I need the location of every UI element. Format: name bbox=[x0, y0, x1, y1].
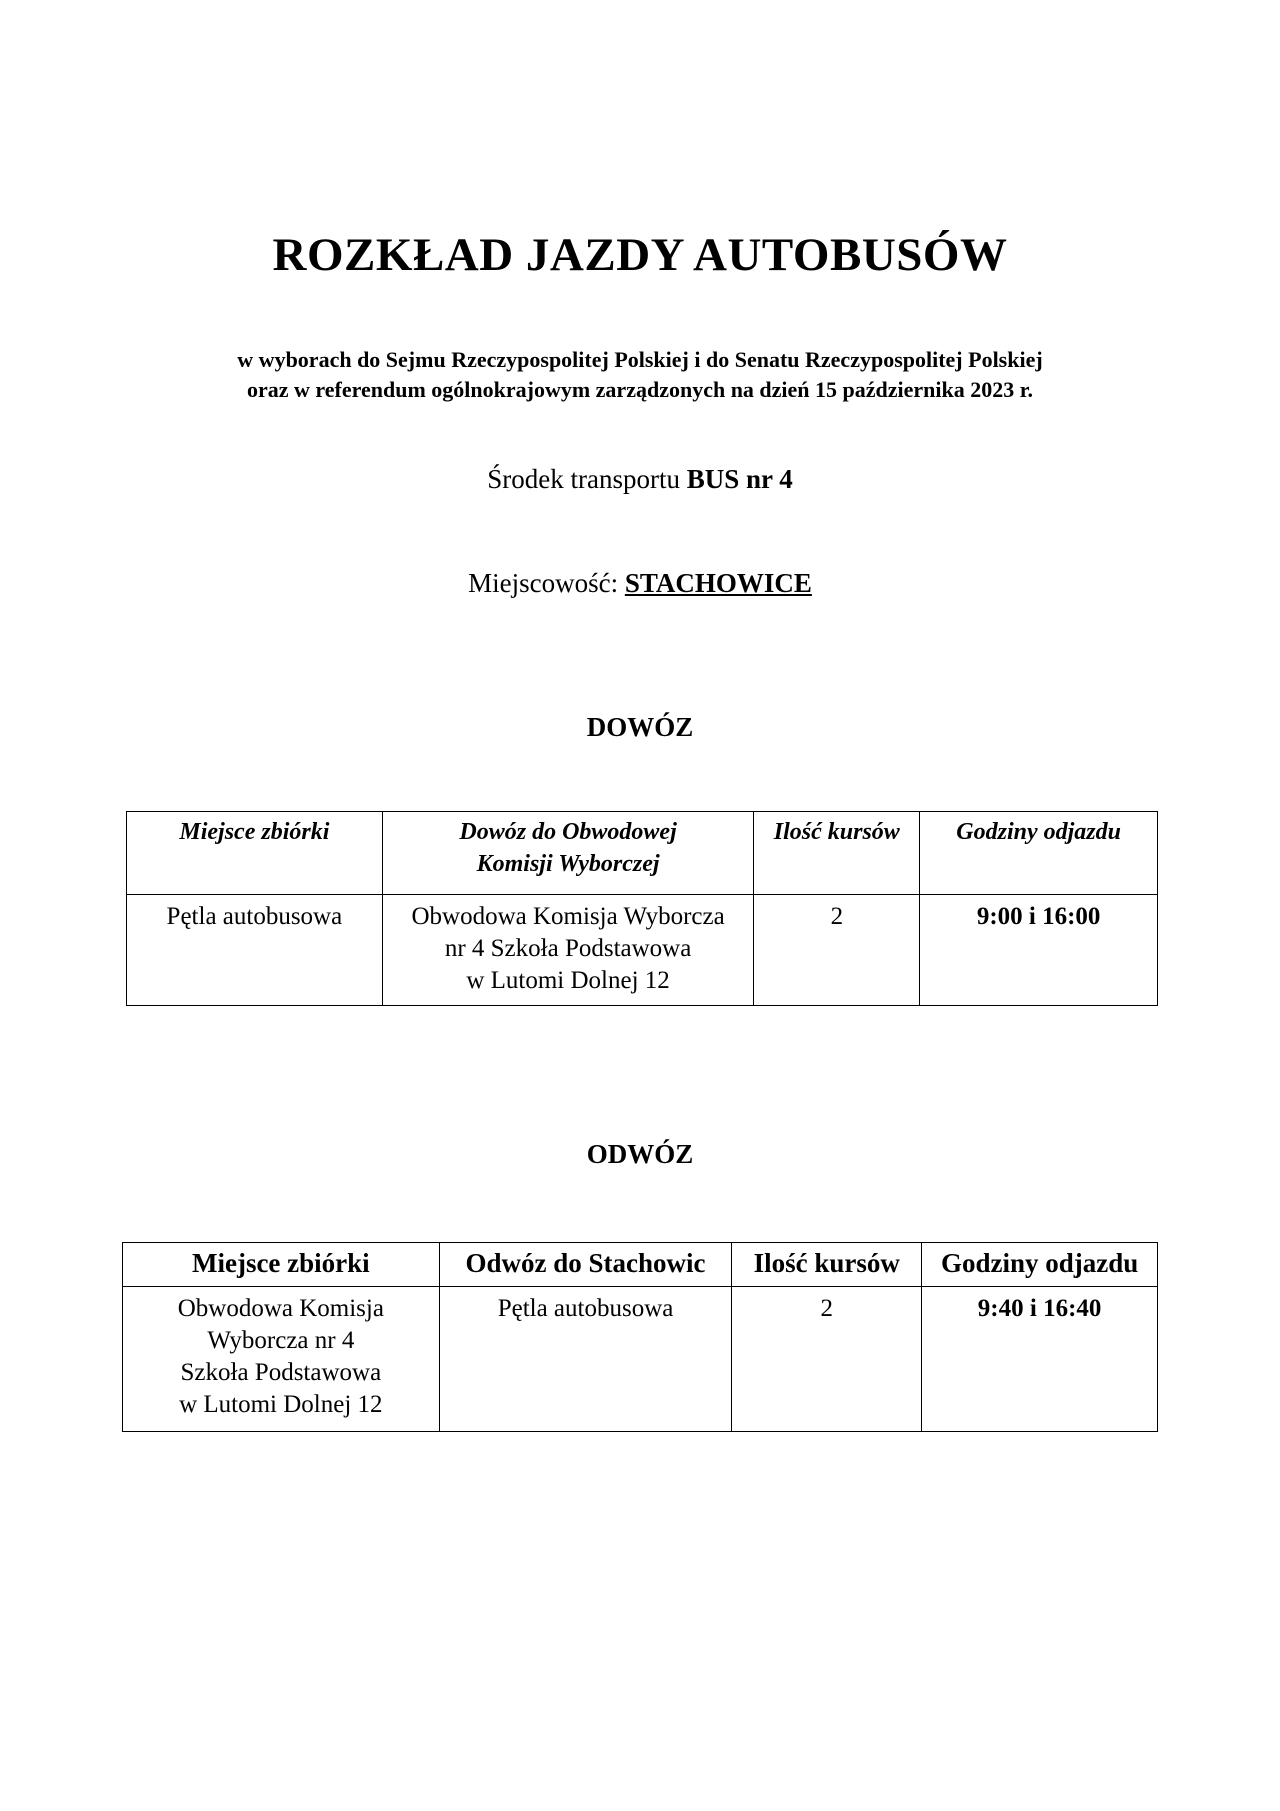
table-cell: 9:00 i 16:00 bbox=[920, 895, 1158, 1006]
table-header-row bbox=[123, 1243, 1158, 1287]
header-cell: Ilość kursów bbox=[732, 1243, 922, 1287]
transport-label: Środek transportu bbox=[487, 464, 680, 494]
header-cell: Miejsce zbiórki bbox=[127, 812, 383, 895]
table-cell: Obwodowa Komisja Wyborcza nr 4 Szkoła Podstawowa w Lutomi Dolnej 12 bbox=[382, 895, 754, 1006]
header-cell: Ilość kursów bbox=[754, 812, 920, 895]
odwoz-table bbox=[122, 1242, 1158, 1432]
table-cell: 2 bbox=[754, 895, 920, 1006]
locality-value: STACHOWICE bbox=[624, 568, 812, 598]
transport-value: BUS nr 4 bbox=[686, 464, 793, 494]
header-cell: Godziny odjazdu bbox=[920, 812, 1158, 895]
table-cell: Obwodowa Komisja Wyborcza nr 4 Szkoła Podstawowa w Lutomi Dolnej 12 bbox=[123, 1287, 440, 1432]
header-cell: Dowóz do Obwodowej Komisji Wyborczej bbox=[382, 812, 754, 895]
header-cell: Odwóz do Stachowic bbox=[439, 1243, 732, 1287]
locality-line bbox=[0, 568, 1280, 599]
table-cell: Pętla autobusowa bbox=[127, 895, 383, 1006]
header-cell: Miejsce zbiórki bbox=[123, 1243, 440, 1287]
table-cell: 2 bbox=[732, 1287, 922, 1432]
table-row bbox=[123, 1287, 1158, 1432]
table-header-row bbox=[127, 812, 1158, 895]
table-cell: 9:40 i 16:40 bbox=[922, 1287, 1158, 1432]
subtitle-line-1: w wyborach do Sejmu Rzeczypospolitej Polskiej i do Senatu Rzeczypospolitej Polskiej bbox=[237, 347, 1043, 372]
table-cell: Pętla autobusowa bbox=[439, 1287, 732, 1432]
header-cell: Godziny odjazdu bbox=[922, 1243, 1158, 1287]
subtitle bbox=[0, 345, 1280, 405]
locality-label: Miejscowość: bbox=[468, 568, 619, 598]
table-row bbox=[127, 895, 1158, 1006]
dowoz-table bbox=[126, 811, 1158, 1006]
subtitle-line-2: oraz w referendum ogólnokrajowym zarządzonych na dzień 15 października 2023 r. bbox=[246, 377, 1034, 402]
page-title: ROZKŁAD JAZDY AUTOBUSÓW bbox=[272, 229, 1008, 281]
odwoz-heading: ODWÓZ bbox=[586, 1139, 694, 1169]
dowoz-heading: DOWÓZ bbox=[586, 712, 694, 742]
transport-line bbox=[0, 464, 1280, 495]
